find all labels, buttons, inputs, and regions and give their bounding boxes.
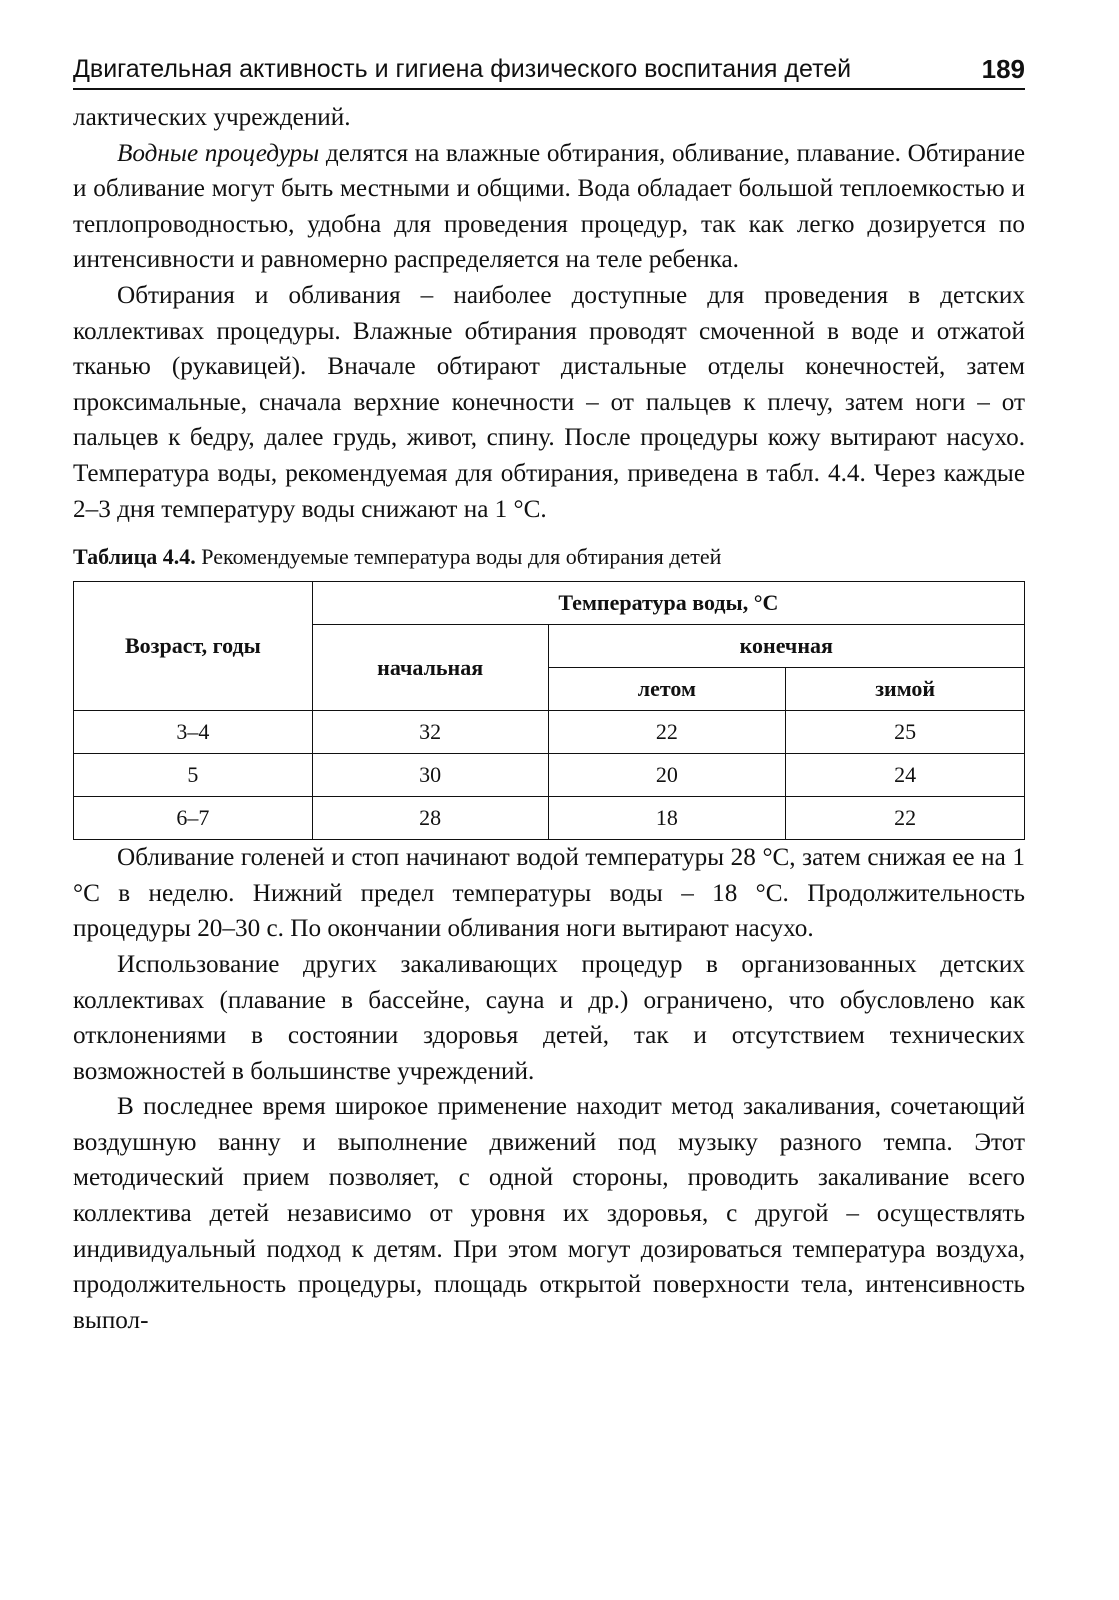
- header-age: Возраст, годы: [74, 582, 313, 711]
- cell-winter: 24: [786, 754, 1025, 797]
- book-page: [73, 52, 1025, 1338]
- cell-summer: 22: [548, 711, 786, 754]
- cell-winter: 22: [786, 797, 1025, 840]
- cell-summer: 20: [548, 754, 786, 797]
- table-caption: [73, 543, 1025, 571]
- cell-winter: 25: [786, 711, 1025, 754]
- paragraph-2: [73, 136, 1025, 278]
- cell-summer: 18: [548, 797, 786, 840]
- header-winter: зимой: [786, 668, 1025, 711]
- header-initial: начальная: [312, 625, 548, 711]
- table-row: [74, 797, 1025, 840]
- cell-initial: 28: [312, 797, 548, 840]
- cell-initial: 30: [312, 754, 548, 797]
- header-final: конечная: [548, 625, 1024, 668]
- water-temperature-table: [73, 581, 1025, 840]
- cell-age: 3–4: [74, 711, 313, 754]
- paragraph-4: Обливание голеней и стоп начинают водой температуры 28 °С, затем снижая ее на 1 °С в неделю. Нижний предел температуры воды – 18 °С. Продолжительность процедуры 20–30 с. По окончании обливания ноги вытирают насухо.: [73, 844, 1025, 943]
- paragraph-1: лактических учреждений.: [73, 104, 351, 131]
- paragraph-5: Использование других закаливающих процедур в организованных детских коллективах (плавание в бассейне, сауна и др.) ограничено, что обусловлено как отклонениями в состоянии здоровья детей, так и отсутствием технических возможностей в большинстве учреждений.: [73, 950, 1025, 1085]
- paragraph-3: Обтирания и обливания – наиболее доступные для проведения в детских коллективах процедуры. Влажные обтирания проводят смоченной в воде и отжатой тканью (рукавицей). Вначале обтирают дистальные отделы конечностей, затем проксимальные, сначала верхние конечности – от пальцев к плечу, затем ноги – от пальцев к бедру, далее грудь, живот, спину. После процедуры кожу вытирают насухо. Температура воды, рекомендуемая для обтирания, приведена в табл. 4.4. Через каждые 2–3 дня температуру воды снижают на 1 °С.: [73, 281, 1025, 523]
- table-row: [74, 754, 1025, 797]
- running-title: Двигательная активность и гигиена физического воспитания детей: [73, 55, 852, 83]
- term-water-procedures: Водные процедуры: [117, 139, 320, 167]
- table-caption-label: Таблица 4.4.: [73, 544, 196, 570]
- page-number: 189: [981, 54, 1025, 84]
- cell-age: 5: [74, 754, 313, 797]
- table-caption-text: Рекомендуемые температура воды для обтирания детей: [195, 544, 722, 570]
- cell-initial: 32: [312, 711, 548, 754]
- running-header: [73, 52, 1025, 90]
- table-row: [74, 711, 1025, 754]
- paragraph-6: В последнее время широкое применение находит метод закаливания, сочетающий воздушную ванну и выполнение движений под музыку разного темпа. Этот методический прием позволяет, с одной стороны, проводить закаливание всего коллектива детей независимо от уровня их здоровья, с другой – осуществлять индивидуальный подход к детям. При этом могут дозироваться температура воздуха, продолжительность процедуры, площадь открытой поверхности тела, интенсивность выпол-: [73, 1093, 1025, 1334]
- header-summer: летом: [548, 668, 786, 711]
- header-water-temperature: Температура воды, °С: [312, 582, 1024, 625]
- paragraph-2-text: делятся на влажные обтирания, обливание, плавание. Обтирание и обливание могут быть местными и общими. Вода обладает большой теплоемкостью и теплопроводностью, удобна для проведения процедур, так как легко дозируется по интенсивности и равномерно распределяется на теле ребенка.: [73, 139, 1025, 274]
- cell-age: 6–7: [74, 797, 313, 840]
